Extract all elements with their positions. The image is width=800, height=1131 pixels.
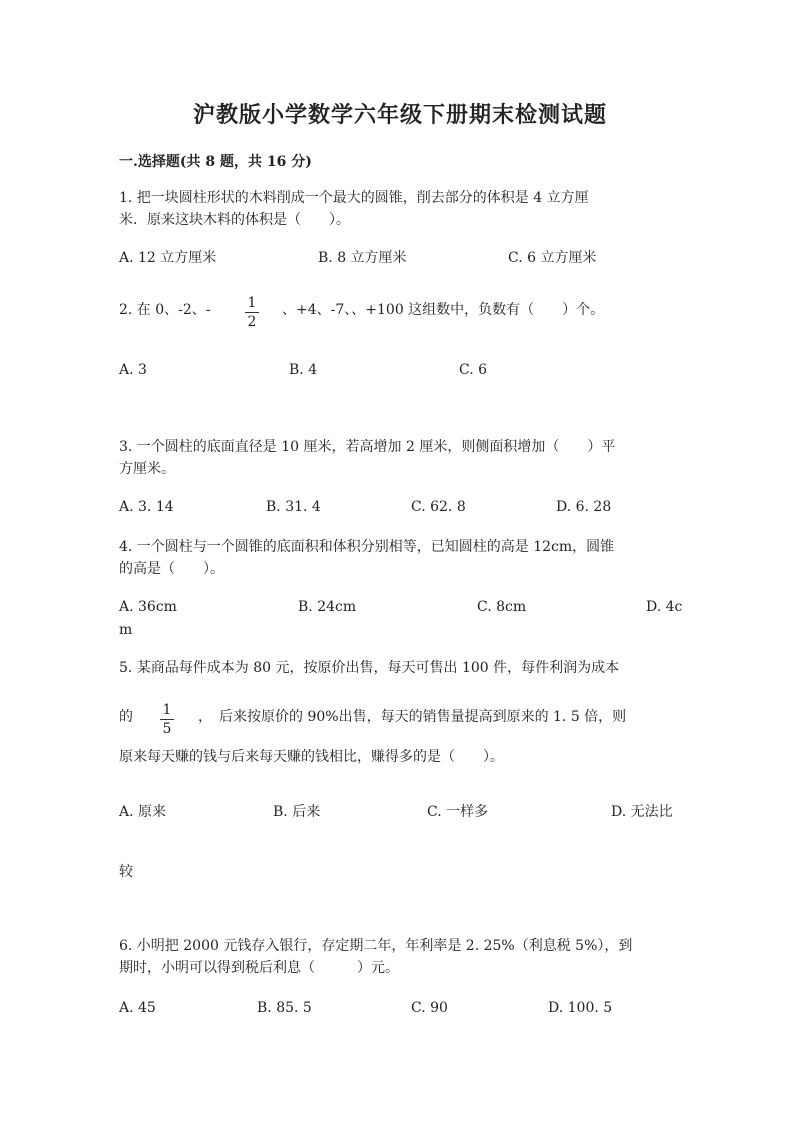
- question-1-line-2: 米．原来这块木料的体积是（ ）。: [119, 212, 350, 228]
- question-5-fraction-denominator: 5: [162, 721, 172, 737]
- question-4-option-c: C. 8cm: [477, 599, 527, 615]
- question-1-option-c: C. 6 立方厘米: [508, 250, 597, 266]
- question-3-option-d: D. 6. 28: [556, 499, 612, 515]
- question-4-option-d: D. 4c: [646, 599, 683, 615]
- question-3-line-2: 方厘米。: [119, 461, 175, 477]
- question-5-fraction: [160, 702, 174, 737]
- question-4-line-1: 4. 一个圆柱与一个圆锥的底面积和体积分别相等，已知圆柱的高是 12cm，圆锥: [119, 539, 615, 555]
- question-2-text-after: 、+4、-7、、+100 这组数中，负数有（ ）个。: [282, 302, 605, 318]
- question-5-fraction-numerator: 1: [162, 702, 172, 718]
- question-6-option-d: D. 100. 5: [548, 1000, 613, 1016]
- page-title: 沪教版小学数学六年级下册期末检测试题: [192, 102, 607, 128]
- question-5-line-2-after: ， 后来按原价的 90%出售，每天的销售量提高到原来的 1. 5 倍，则: [198, 709, 627, 725]
- question-1-line-1: 1. 把一块圆柱形状的木料削成一个最大的圆锥，削去部分的体积是 4 立方厘: [119, 190, 589, 206]
- question-2-option-a: A. 3: [119, 362, 147, 378]
- question-6-option-c: C. 90: [411, 1000, 448, 1016]
- question-4-line-2: 的高是（ ）。: [119, 561, 224, 577]
- question-6-line-2: 期时，小明可以得到税后利息（ ）元。: [119, 960, 399, 976]
- question-2-fraction-denominator: 2: [247, 314, 257, 330]
- question-4-option-d-wrap: m: [119, 622, 133, 638]
- question-3-option-a: A. 3. 14: [119, 499, 174, 515]
- question-5-line-3: 原来每天赚的钱与后来每天赚的钱相比，赚得多的是（ ）。: [119, 749, 504, 765]
- question-1-option-a: A. 12 立方厘米: [119, 250, 217, 266]
- question-4-option-b: B. 24cm: [298, 599, 357, 615]
- question-5-option-d-wrap: 较: [119, 864, 133, 880]
- question-5-option-a: A. 原来: [119, 804, 167, 820]
- question-6-option-a: A. 45: [119, 1000, 156, 1016]
- question-5-line-2-before: 的: [119, 709, 133, 725]
- question-3-option-b: B. 31. 4: [266, 499, 321, 515]
- question-2-text-before: 2. 在 0、-2、-: [119, 302, 211, 318]
- question-4-option-a: A. 36cm: [119, 599, 177, 615]
- question-6-line-1: 6. 小明把 2000 元钱存入银行，存定期二年，年利率是 2. 25%（利息税 5%），到: [119, 938, 633, 954]
- question-3-line-1: 3. 一个圆柱的底面直径是 10 厘米，若高增加 2 厘米，则侧面积增加（ ）平: [119, 439, 616, 455]
- question-2-fraction: [245, 295, 259, 330]
- question-2-option-c: C. 6: [459, 362, 488, 378]
- question-1-option-b: B. 8 立方厘米: [318, 250, 407, 266]
- question-6-option-b: B. 85. 5: [257, 1000, 312, 1016]
- question-5-option-d: D. 无法比: [611, 804, 673, 820]
- question-2-option-b: B. 4: [289, 362, 318, 378]
- question-5-option-c: C. 一样多: [427, 804, 489, 820]
- question-5-option-b: B. 后来: [273, 804, 321, 820]
- question-5-line-1: 5. 某商品每件成本为 80 元，按原价出售，每天可售出 100 件，每件利润为成本: [119, 660, 620, 676]
- fraction-bar: [245, 312, 259, 313]
- question-2-fraction-numerator: 1: [247, 295, 257, 311]
- fraction-bar: [160, 719, 174, 720]
- section-heading: 一.选择题(共 8 题，共 16 分): [119, 154, 312, 170]
- question-3-option-c: C. 62. 8: [411, 499, 466, 515]
